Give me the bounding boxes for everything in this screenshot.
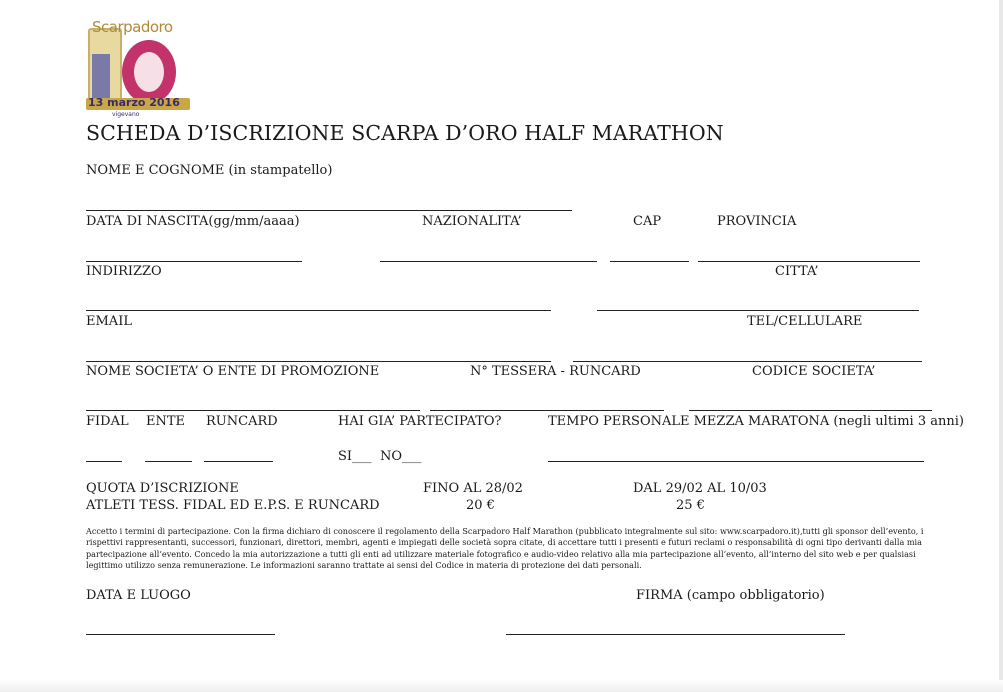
input-line-provincia[interactable] [698,261,920,262]
label-firma: FIRMA (campo obbligatorio) [636,588,825,603]
terms-text: Accetto i termini di partecipazione. Con la firma dichiaro di conoscere il regolamento della Scarpadoro Half Marathon (pubblicato integralmente sul sito: www.scarpadoro.it),tutti gli sponsor dell’evento, i rispettivi rappresentanti, successori, funzionari, direttori, membri, agenti e impiegati delle società sopra citate, di accettare tutti i presenti e futuri reclami o responsabilità di ogni tipo derivanti dalla mia partecipazione all’evento. Concedo la mia autorizzazione a tutti gli enti ad utilizzare materiale fotografico e audio-video relativo alla mia partecipazione all’evento, all’interno del sito web e per qualsiasi legittimo utilizzo senza remunerazione. Le informazioni saranno trattate ai sensi del Codice in materia di protezione dei dati personali. [86,526,924,570]
label-data-luogo: DATA E LUOGO [86,588,191,603]
label-fidal: FIDAL [86,414,129,429]
input-line-indirizzo[interactable] [86,310,551,311]
input-line-fidal[interactable] [86,461,122,462]
input-line-citta[interactable] [597,310,919,311]
label-tessera: N° TESSERA - RUNCARD [470,364,641,379]
label-codice-societa: CODICE SOCIETA’ [752,364,876,379]
input-line-nome-cognome[interactable] [86,210,572,211]
label-email: EMAIL [86,314,132,329]
input-line-codice-societa[interactable] [689,410,932,411]
input-line-data-nascita[interactable] [86,261,302,262]
input-line-runcard[interactable] [204,461,273,462]
label-nome-cognome: NOME E COGNOME (in stampatello) [86,163,333,178]
logo-date: 13 marzo 2016 [88,96,180,109]
label-nazionalita: NAZIONALITA’ [422,214,522,229]
logo-tower-graphic [92,54,110,98]
label-ente: ENTE [146,414,186,429]
label-tempo: TEMPO PERSONALE MEZZA MARATONA (negli ultimi 3 anni) [548,414,964,429]
input-line-data-luogo[interactable] [86,634,275,635]
input-line-ente[interactable] [145,461,192,462]
fee-period-2: DAL 29/02 AL 10/03 [633,481,767,496]
page-edge-bottom [0,680,1003,692]
label-societa: NOME SOCIETA’ O ENTE DI PROMOZIONE [86,364,380,379]
scarpadoro-logo [86,14,194,120]
input-line-tel[interactable] [573,361,922,362]
logo-digit-zero [122,40,176,104]
input-line-cap[interactable] [610,261,689,262]
option-no[interactable]: NO___ [380,449,422,464]
form-title: SCHEDA D’ISCRIZIONE SCARPA D’ORO HALF MARATHON [86,121,724,145]
label-runcard: RUNCARD [206,414,278,429]
input-line-firma[interactable] [506,634,845,635]
logo-wordmark: Scarpadoro [92,18,173,36]
label-data-nascita: DATA DI NASCITA(gg/mm/aaaa) [86,214,300,229]
label-provincia: PROVINCIA [717,214,797,229]
option-si[interactable]: SI___ [338,449,372,464]
label-citta: CITTA’ [775,264,819,279]
label-indirizzo: INDIRIZZO [86,264,162,279]
input-line-societa[interactable] [86,410,420,411]
label-quota: QUOTA D’ISCRIZIONE [86,481,239,496]
input-line-tessera[interactable] [430,410,664,411]
logo-town: vigevano [112,111,140,118]
label-atleti: ATLETI TESS. FIDAL ED E.P.S. E RUNCARD [86,498,380,513]
input-line-tempo[interactable] [548,461,924,462]
label-tel: TEL/CELLULARE [747,314,863,329]
input-line-nazionalita[interactable] [380,261,597,262]
label-cap: CAP [633,214,662,229]
page-edge-right [999,0,1003,692]
input-line-email[interactable] [86,361,551,362]
label-partecipato: HAI GIA’ PARTECIPATO? [338,414,502,429]
fee-period-1: FINO AL 28/02 [423,481,523,496]
fee-price-1: 20 € [466,498,495,513]
fee-price-2: 25 € [676,498,705,513]
